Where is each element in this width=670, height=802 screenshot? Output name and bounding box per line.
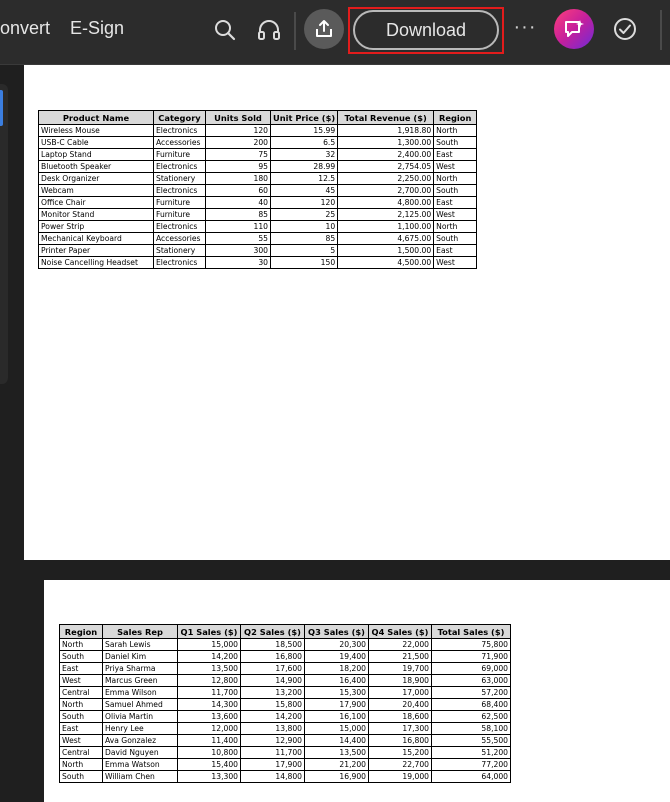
table-cell: 12.5: [271, 173, 338, 185]
table-cell: East: [60, 663, 103, 675]
table-cell: Electronics: [154, 125, 206, 137]
table-row: [39, 173, 477, 185]
column-header: Q1 Sales ($): [178, 625, 241, 639]
table-cell: 13,500: [305, 747, 369, 759]
table-cell: 28.99: [271, 161, 338, 173]
table-cell: 45: [271, 185, 338, 197]
table-cell: Sarah Lewis: [103, 639, 178, 651]
menu-convert[interactable]: onvert: [0, 18, 51, 38]
table-cell: 17,300: [369, 723, 432, 735]
table-cell: Furniture: [154, 197, 206, 209]
column-header: Product Name: [39, 111, 154, 125]
table-row: [60, 651, 511, 663]
table-cell: North: [434, 221, 477, 233]
table-row: [60, 663, 511, 675]
table-cell: East: [434, 149, 477, 161]
table-cell: 200: [206, 137, 271, 149]
table-cell: William Chen: [103, 771, 178, 783]
table-cell: 13,300: [178, 771, 241, 783]
table-row: [60, 699, 511, 711]
table-cell: Stationery: [154, 173, 206, 185]
table-row: [60, 723, 511, 735]
table-cell: 14,200: [178, 651, 241, 663]
column-header: Units Sold: [206, 111, 271, 125]
table-cell: Electronics: [154, 185, 206, 197]
table-cell: 62,500: [432, 711, 511, 723]
table-row: [39, 137, 477, 149]
table-cell: 2,754.05: [338, 161, 434, 173]
table-row: [39, 257, 477, 269]
table-cell: 18,600: [369, 711, 432, 723]
table-cell: 12,000: [178, 723, 241, 735]
product-sales-table: [38, 110, 477, 269]
ai-assistant-icon: [563, 18, 585, 40]
table-cell: South: [434, 233, 477, 245]
table-cell: 180: [206, 173, 271, 185]
table-row: [39, 233, 477, 245]
column-header: Q4 Sales ($): [369, 625, 432, 639]
table-cell: Accessories: [154, 137, 206, 149]
complete-button[interactable]: [612, 16, 638, 42]
table-cell: West: [60, 735, 103, 747]
table-cell: 2,250.00: [338, 173, 434, 185]
table-cell: Monitor Stand: [39, 209, 154, 221]
table-cell: West: [434, 161, 477, 173]
table-cell: 17,000: [369, 687, 432, 699]
table-cell: 11,400: [178, 735, 241, 747]
table-cell: 20,400: [369, 699, 432, 711]
table-cell: 1,500.00: [338, 245, 434, 257]
ai-assistant-button[interactable]: [554, 9, 594, 49]
table-cell: North: [434, 173, 477, 185]
table-cell: 2,400.00: [338, 149, 434, 161]
table-row: [39, 221, 477, 233]
table-cell: Laptop Stand: [39, 149, 154, 161]
table-row: [39, 125, 477, 137]
table-cell: 15.99: [271, 125, 338, 137]
search-icon: [214, 19, 236, 41]
table-cell: North: [60, 639, 103, 651]
table-cell: Emma Watson: [103, 759, 178, 771]
table-cell: Desk Organizer: [39, 173, 154, 185]
table-cell: 17,900: [241, 759, 305, 771]
table-cell: East: [60, 723, 103, 735]
table-cell: 95: [206, 161, 271, 173]
table-cell: 68,400: [432, 699, 511, 711]
table-cell: Office Chair: [39, 197, 154, 209]
table-cell: 17,600: [241, 663, 305, 675]
table-cell: Ava Gonzalez: [103, 735, 178, 747]
check-circle-icon: [613, 17, 637, 41]
table-cell: South: [60, 711, 103, 723]
table-body: [39, 125, 477, 269]
table-cell: Accessories: [154, 233, 206, 245]
column-header: Q2 Sales ($): [241, 625, 305, 639]
column-header: Sales Rep: [103, 625, 178, 639]
table-cell: Webcam: [39, 185, 154, 197]
table-cell: 19,000: [369, 771, 432, 783]
table-cell: 21,200: [305, 759, 369, 771]
table-cell: 120: [271, 197, 338, 209]
table-cell: 14,800: [241, 771, 305, 783]
table-cell: 16,100: [305, 711, 369, 723]
table-cell: 4,675.00: [338, 233, 434, 245]
table-cell: Printer Paper: [39, 245, 154, 257]
table-cell: Noise Cancelling Headset: [39, 257, 154, 269]
table-cell: South: [60, 651, 103, 663]
download-button[interactable]: Download: [353, 10, 499, 50]
table-cell: 16,800: [369, 735, 432, 747]
table-cell: 18,500: [241, 639, 305, 651]
table-cell: 71,900: [432, 651, 511, 663]
table-cell: Daniel Kim: [103, 651, 178, 663]
table-cell: 11,700: [241, 747, 305, 759]
table-row: [60, 771, 511, 783]
table-cell: 58,100: [432, 723, 511, 735]
table-cell: 22,700: [369, 759, 432, 771]
table-cell: Electronics: [154, 257, 206, 269]
table-cell: 25: [271, 209, 338, 221]
table-cell: 18,900: [369, 675, 432, 687]
table-cell: South: [434, 137, 477, 149]
table-cell: Electronics: [154, 221, 206, 233]
table-cell: 15,800: [241, 699, 305, 711]
table-cell: 300: [206, 245, 271, 257]
table-cell: 60: [206, 185, 271, 197]
table-cell: 15,000: [305, 723, 369, 735]
table-cell: 13,500: [178, 663, 241, 675]
table-cell: Central: [60, 747, 103, 759]
document-page-1: [24, 65, 670, 560]
table-cell: East: [434, 197, 477, 209]
table-cell: 30: [206, 257, 271, 269]
table-cell: 12,900: [241, 735, 305, 747]
table-cell: 4,500.00: [338, 257, 434, 269]
table-cell: 77,200: [432, 759, 511, 771]
table-cell: 4,800.00: [338, 197, 434, 209]
table-cell: Marcus Green: [103, 675, 178, 687]
table-header-row: [39, 111, 477, 125]
table-cell: 10: [271, 221, 338, 233]
table-cell: 6.5: [271, 137, 338, 149]
table-cell: 69,000: [432, 663, 511, 675]
menu-esign[interactable]: E-Sign: [70, 18, 125, 38]
table-cell: North: [60, 699, 103, 711]
table-cell: Mechanical Keyboard: [39, 233, 154, 245]
table-cell: 13,200: [241, 687, 305, 699]
table-cell: 55,500: [432, 735, 511, 747]
table-cell: 19,700: [369, 663, 432, 675]
table-row: [39, 209, 477, 221]
more-options-button[interactable]: ···: [513, 16, 537, 38]
table-row: [39, 149, 477, 161]
table-row: [39, 185, 477, 197]
table-cell: 20,300: [305, 639, 369, 651]
table-cell: Furniture: [154, 149, 206, 161]
table-cell: Priya Sharma: [103, 663, 178, 675]
table-cell: North: [60, 759, 103, 771]
read-aloud-button[interactable]: [249, 12, 289, 48]
table-cell: West: [434, 257, 477, 269]
table-cell: 14,400: [305, 735, 369, 747]
table-cell: 16,900: [305, 771, 369, 783]
table-cell: 14,900: [241, 675, 305, 687]
share-icon: [314, 19, 334, 39]
table-cell: 40: [206, 197, 271, 209]
table-cell: Electronics: [154, 161, 206, 173]
table-cell: 5: [271, 245, 338, 257]
table-cell: 15,300: [305, 687, 369, 699]
table-row: [60, 747, 511, 759]
table-cell: 15,000: [178, 639, 241, 651]
table-cell: 15,200: [369, 747, 432, 759]
table-cell: 15,400: [178, 759, 241, 771]
table-cell: 85: [271, 233, 338, 245]
table-cell: 22,000: [369, 639, 432, 651]
table-cell: 55: [206, 233, 271, 245]
table-cell: 2,700.00: [338, 185, 434, 197]
table-row: [60, 759, 511, 771]
column-header: Region: [60, 625, 103, 639]
table-row: [60, 675, 511, 687]
table-cell: North: [434, 125, 477, 137]
document-page-2: [44, 580, 670, 802]
table-cell: 11,700: [178, 687, 241, 699]
search-button[interactable]: [205, 12, 245, 48]
table-cell: 13,800: [241, 723, 305, 735]
column-header: Total Revenue ($): [338, 111, 434, 125]
table-cell: 1,918.80: [338, 125, 434, 137]
table-row: [60, 639, 511, 651]
table-cell: USB-C Cable: [39, 137, 154, 149]
column-header: Category: [154, 111, 206, 125]
table-cell: 1,100.00: [338, 221, 434, 233]
table-cell: South: [434, 185, 477, 197]
table-cell: 1,300.00: [338, 137, 434, 149]
top-toolbar: [0, 0, 670, 65]
table-cell: Samuel Ahmed: [103, 699, 178, 711]
table-row: [60, 711, 511, 723]
table-cell: 17,900: [305, 699, 369, 711]
table-cell: East: [434, 245, 477, 257]
table-cell: 19,400: [305, 651, 369, 663]
table-cell: Furniture: [154, 209, 206, 221]
table-cell: 2,125.00: [338, 209, 434, 221]
table-cell: Emma Wilson: [103, 687, 178, 699]
table-cell: 64,000: [432, 771, 511, 783]
left-side-panel[interactable]: [0, 84, 8, 384]
table-cell: Olivia Martin: [103, 711, 178, 723]
share-button[interactable]: [304, 9, 344, 49]
regional-sales-table: [59, 624, 511, 783]
table-cell: 85: [206, 209, 271, 221]
table-cell: 57,200: [432, 687, 511, 699]
table-cell: Wireless Mouse: [39, 125, 154, 137]
column-header: Unit Price ($): [271, 111, 338, 125]
table-cell: 13,600: [178, 711, 241, 723]
table-row: [39, 161, 477, 173]
table-cell: Henry Lee: [103, 723, 178, 735]
table-cell: 12,800: [178, 675, 241, 687]
side-panel-active-indicator: [0, 90, 3, 126]
table-cell: 120: [206, 125, 271, 137]
table-row: [60, 687, 511, 699]
table-cell: 18,200: [305, 663, 369, 675]
column-header: Region: [434, 111, 477, 125]
table-row: [39, 245, 477, 257]
table-row: [60, 735, 511, 747]
table-cell: West: [434, 209, 477, 221]
table-cell: Power Strip: [39, 221, 154, 233]
table-header-row: [60, 625, 511, 639]
table-cell: West: [60, 675, 103, 687]
table-cell: 51,200: [432, 747, 511, 759]
headphones-icon: [257, 19, 281, 41]
table-cell: 16,800: [241, 651, 305, 663]
table-cell: South: [60, 771, 103, 783]
table-cell: 75,800: [432, 639, 511, 651]
table-cell: Stationery: [154, 245, 206, 257]
toolbar-divider: [294, 12, 296, 50]
table-row: [39, 197, 477, 209]
table-cell: 21,500: [369, 651, 432, 663]
table-cell: 32: [271, 149, 338, 161]
table-cell: Central: [60, 687, 103, 699]
table-cell: 75: [206, 149, 271, 161]
table-cell: David Nguyen: [103, 747, 178, 759]
table-cell: 110: [206, 221, 271, 233]
table-cell: 63,000: [432, 675, 511, 687]
table-cell: Bluetooth Speaker: [39, 161, 154, 173]
table-cell: 150: [271, 257, 338, 269]
table-cell: 14,300: [178, 699, 241, 711]
toolbar-edge-divider: [660, 10, 662, 50]
table-cell: 10,800: [178, 747, 241, 759]
table-body: [60, 639, 511, 783]
table-cell: 16,400: [305, 675, 369, 687]
column-header: Q3 Sales ($): [305, 625, 369, 639]
table-cell: 14,200: [241, 711, 305, 723]
column-header: Total Sales ($): [432, 625, 511, 639]
